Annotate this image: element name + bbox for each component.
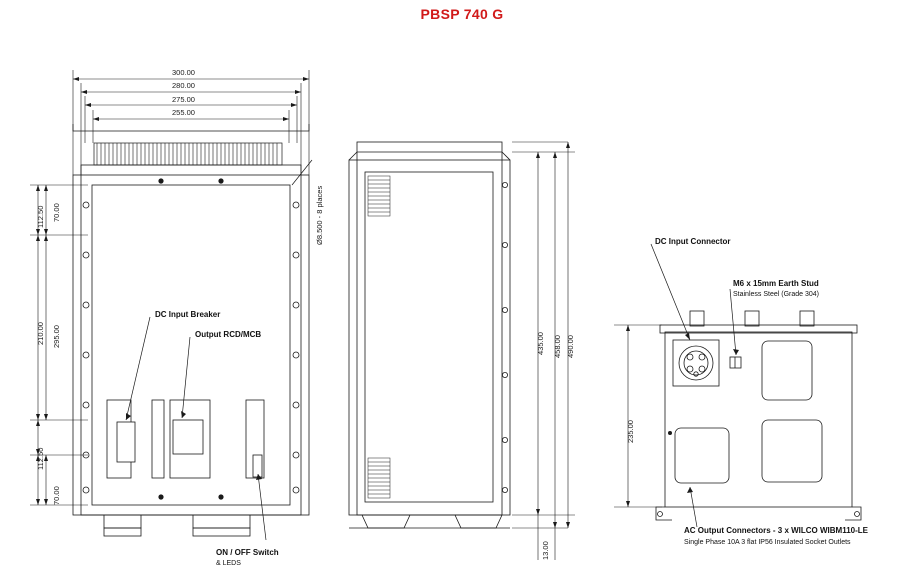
dim-side-458: 458.00 [553,335,562,358]
side-vents-bottom [368,458,390,498]
dim-front-112-50-bottom: 112.50 [36,447,45,470]
rear-callout-leaders [651,244,736,527]
dim-rear-235: 235.00 [626,420,635,443]
dim-front-70-bottom: 70.00 [52,486,61,505]
dim-front-112-50-top: 112.50 [36,205,45,228]
front-bottom-brackets [104,515,250,536]
callout-on-off-switch-sub: & LEDS [216,560,241,567]
hole-note-label: Ø8.500 - 8 places [315,185,324,245]
callout-output-rcd-mcb: Output RCD/MCB [195,330,262,339]
callout-dc-input-breaker: DC Input Breaker [155,310,221,319]
dim-front-295: 295.00 [52,325,61,348]
callout-earth-stud: M6 x 15mm Earth Stud [733,279,819,288]
dim-front-width-280: 280.00 [172,81,195,90]
dim-side-13: 13.00 [541,541,550,560]
callout-dc-input-connector: DC Input Connector [655,237,731,246]
rear-ac-sockets [675,341,822,483]
page-title: PBSP 740 G [420,6,504,22]
rear-left-dimension [614,325,662,507]
callout-earth-stud-sub: Stainless Steel (Grade 304) [733,291,819,298]
dim-front-width-300: 300.00 [172,68,195,77]
dim-side-435: 435.00 [536,332,545,355]
dim-front-210: 210.00 [36,322,45,345]
callout-ac-output-connectors-sub: Single Phase 10A 3 flat IP56 Insulated Socket Outlets [684,539,851,546]
callout-ac-output-connectors: AC Output Connectors - 3 x WILCO WIBM110-LE [684,526,869,535]
dim-front-width-275: 275.00 [172,95,195,104]
rear-body [656,311,861,520]
dim-front-70-top: 70.00 [52,203,61,222]
side-bottom-feet [349,515,510,528]
dim-side-490: 490.00 [566,335,575,358]
front-body [73,165,309,515]
side-body [349,142,510,515]
heatsink-fin-lines [97,143,277,165]
heatsink-fins [94,143,282,165]
side-mounting-holes [502,182,507,492]
front-internal-components [107,400,264,478]
dc-input-connector-shape [673,340,719,386]
side-vents-top [368,176,390,216]
callout-on-off-switch: ON / OFF Switch [216,548,279,557]
earth-stud-shape [730,357,741,368]
dim-front-width-255: 255.00 [172,108,195,117]
